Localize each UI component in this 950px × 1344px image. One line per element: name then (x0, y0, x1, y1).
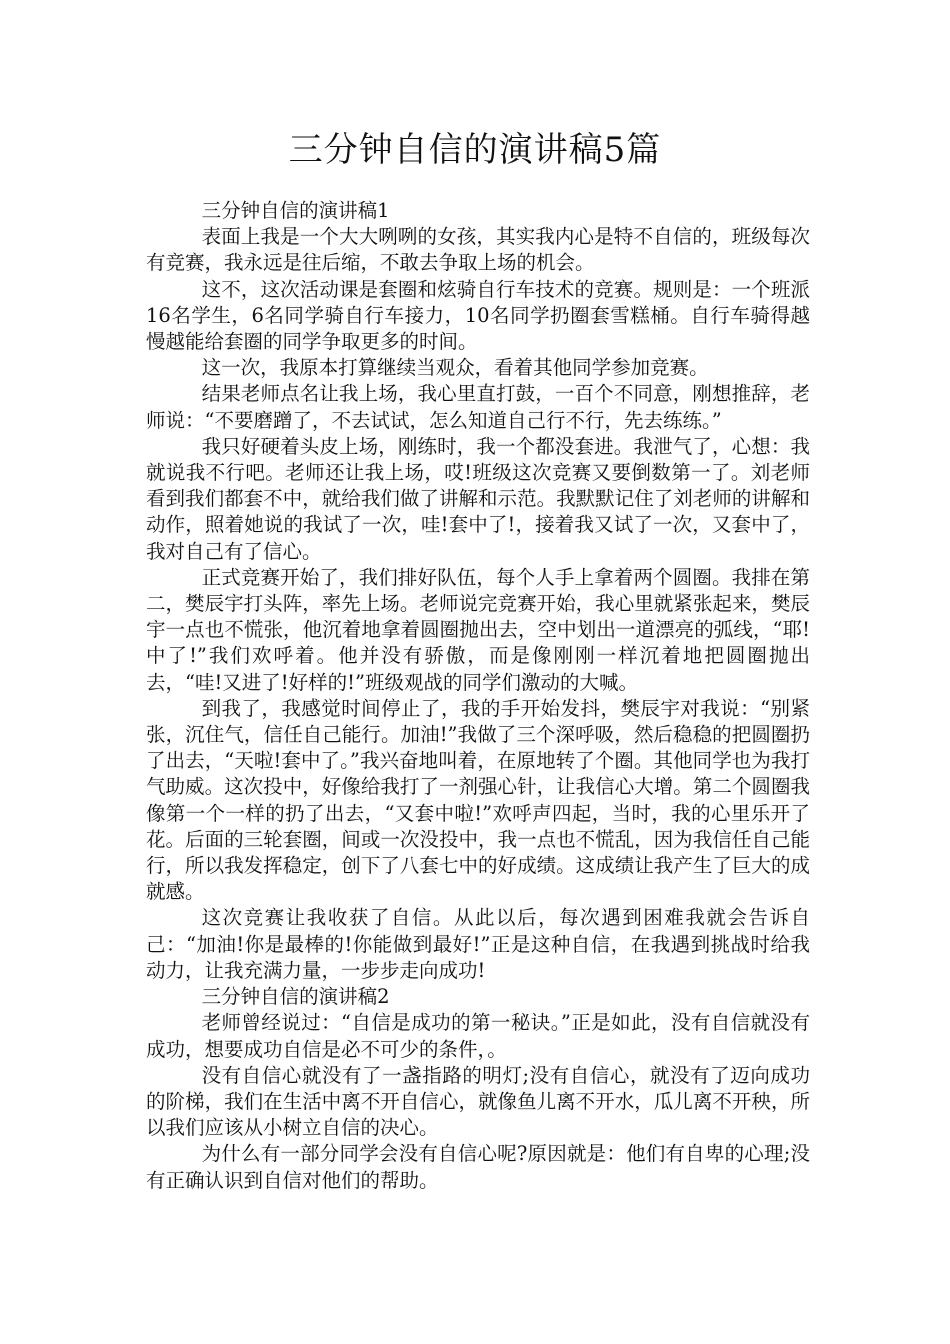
paragraph: 结果老师点名让我上场，我心里直打鼓，一百个不同意，刚想推辞，老师说：“不要磨蹭了，不去试试，怎么知道自己行不行，先去练练。” (146, 382, 810, 432)
document-title: 三分钟自信的演讲稿5篇 (288, 130, 662, 170)
paragraph: 这不，这次活动课是套圈和炫骑自行车技术的竞赛。规则是：一个班派16名学生，6名同学骑自行车接力，10名同学扔圈套雪糕桶。自行车骑得越慢越能给套圈的同学争取更多的时间。 (146, 277, 810, 354)
section-heading: 三分钟自信的演讲稿1 (201, 199, 390, 222)
paragraph: 表面上我是一个大大咧咧的女孩，其实我内心是特不自信的，班级每次有竞赛，我永远是往后缩，不敢去争取上场的机会。 (146, 225, 810, 275)
paragraph: 正式竞赛开始了，我们排好队伍，每个人手上拿着两个圆圈。我排在第二，樊辰宇打头阵，率先上场。老师说完竞赛开始，我心里就紧张起来，樊辰宇一点也不慌张，他沉着地拿着圆圈抛出去，空中划出一道漂亮的弧线，“耶!中了!”我们欢呼着。他并没有骄傲，而是像刚刚一样沉着地把圆圈抛出去，“哇!又进了!好样的!”班级观战的同学们激动的大喊。 (146, 565, 810, 694)
paragraph: 这一次，我原本打算继续当观众，看着其他同学参加竞赛。 (201, 356, 709, 380)
paragraph: 没有自信心就没有了一盏指路的明灯;没有自信心，就没有了迈向成功的阶梯，我们在生活中离不开自信心，就像鱼儿离不开水，瓜儿离不开秧，所以我们应该从小树立自信的决心。 (146, 1063, 810, 1140)
paragraph: 到我了，我感觉时间停止了，我的手开始发抖，樊辰宇对我说：“别紧张，沉住气，信任自己能行。加油!”我做了三个深呼吸，然后稳稳的把圆圈扔了出去，“天啦!套中了。”我兴奋地叫着，在原地转了个圈。其他同学也为我打气助威。这次投中，好像给我打了一剂强心针，让我信心大增。第二个圆圈我像第一个一样的扔了出去，“又套中啦!”欢呼声四起，当时，我的心里乐开了花。后面的三轮套圈，间或一次没投中，我一点也不慌乱，因为我信任自己能行，所以我发挥稳定，创下了八套七中的好成绩。这成绩让我产生了巨大的成就感。 (146, 696, 810, 904)
paragraph: 老师曾经说过：“自信是成功的第一秘诀。”正是如此，没有自信就没有成功，想要成功自信是必不可少的条件，。 (146, 1011, 810, 1061)
paragraph: 这次竞赛让我收获了自信。从此以后，每次遇到困难我就会告诉自己：“加油!你是最棒的!你能做到最好!”正是这种自信，在我遇到挑战时给我动力，让我充满力量，一步步走向成功! (146, 906, 810, 982)
paragraph: 为什么有一部分同学会没有自信心呢?原因就是：他们有自卑的心理;没有正确认识到自信对他们的帮助。 (146, 1142, 810, 1192)
section-heading: 三分钟自信的演讲稿2 (201, 985, 390, 1009)
paragraph: 我只好硬着头皮上场，刚练时，我一个都没套进。我泄气了，心想：我就说我不行吧。老师还让我上场，哎!班级这次竞赛又要倒数第一了。刘老师看到我们都套不中，就给我们做了讲解和示范。我默默记住了刘老师的讲解和动作，照着她说的我试了一次，哇!套中了!，接着我又试了一次，又套中了，我对自己有了信心。 (146, 434, 810, 563)
document-body (146, 198, 810, 1194)
